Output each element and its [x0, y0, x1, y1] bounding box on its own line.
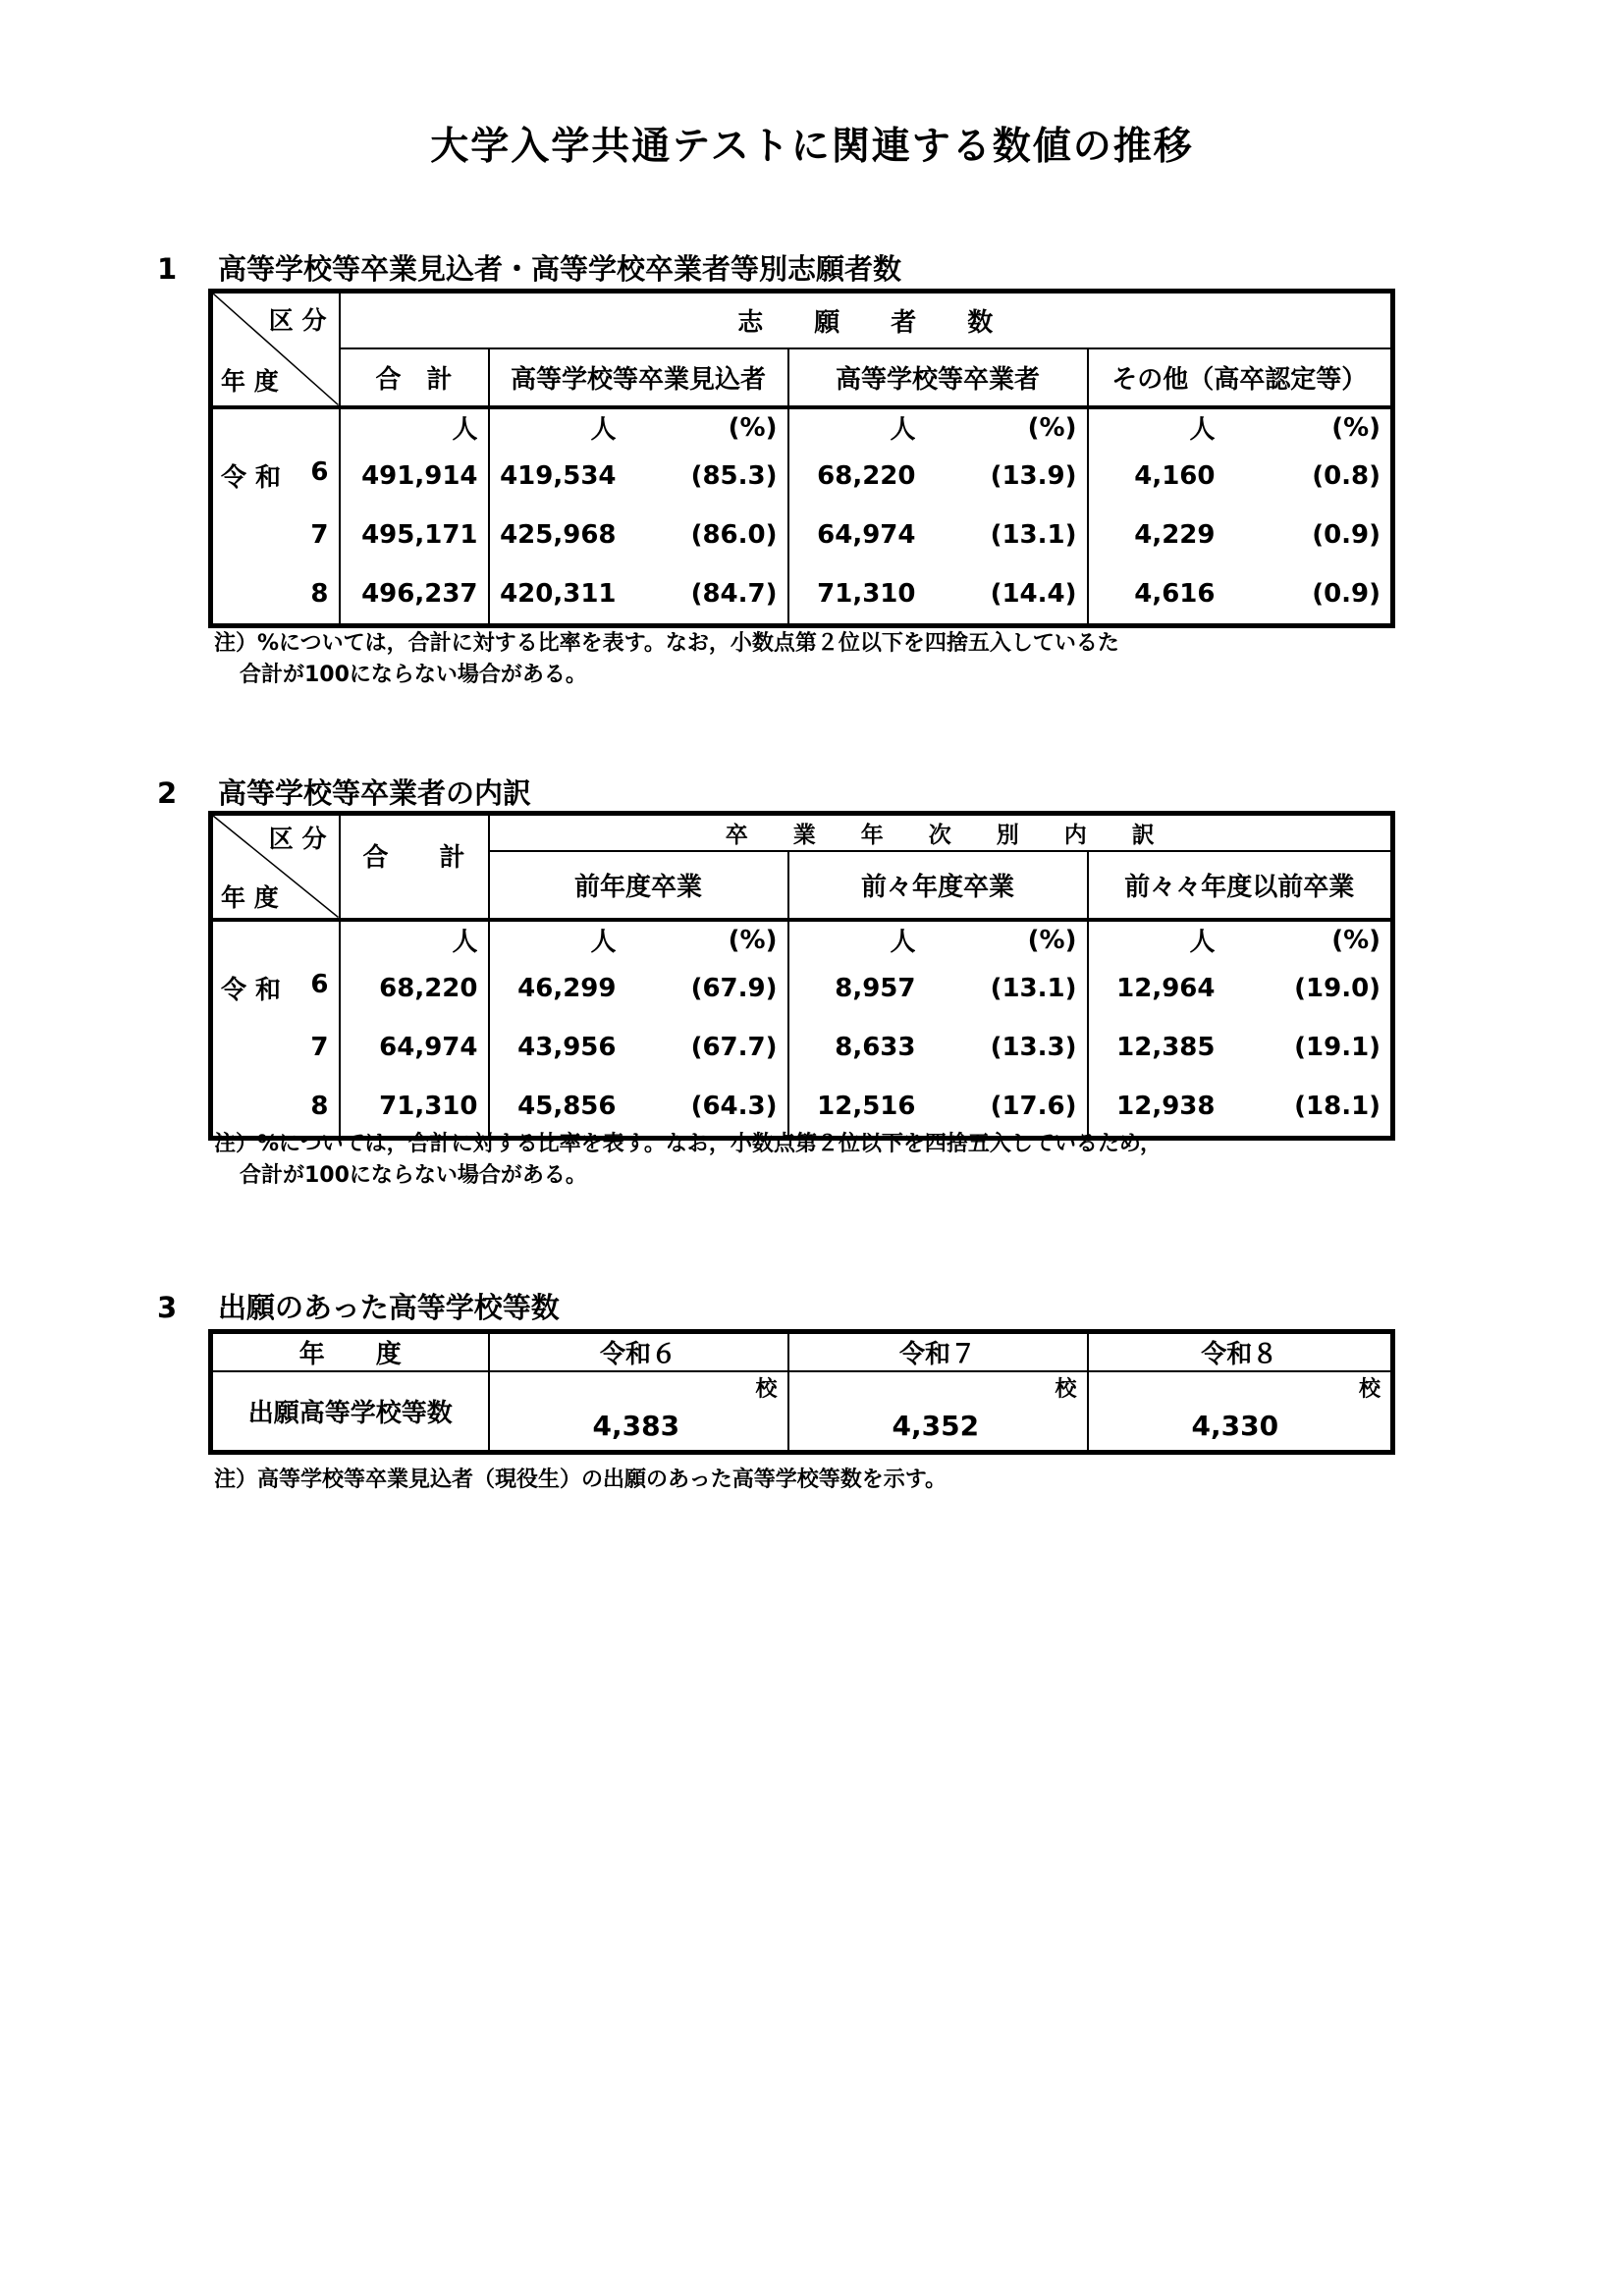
corner-kubun-label: 区 分	[268, 825, 327, 853]
section-1-heading	[157, 247, 901, 288]
corner-header	[211, 814, 340, 920]
total-cell: 495,171	[340, 506, 489, 564]
row-label: 出願高等学校等数	[211, 1371, 489, 1452]
year-label: 6	[310, 457, 329, 487]
unit-pct: (%)	[1225, 920, 1393, 959]
unit-pct: (%)	[626, 920, 788, 959]
value-cell: 4,160	[1134, 460, 1216, 491]
corner-nendo-label: 年 度	[221, 366, 279, 396]
value-cell: 46,299	[517, 973, 617, 1003]
year-col-header: 令和６	[489, 1332, 788, 1372]
section-1-title: 高等学校等卒業見込者・高等学校卒業者等別志願者数	[218, 252, 902, 286]
unit-row-year	[211, 407, 340, 447]
year-col-header: 令和８	[1088, 1332, 1393, 1372]
corner-kubun-label: 区 分	[268, 306, 327, 335]
applicants-table	[208, 289, 1395, 628]
value-cell: 43,956	[517, 1032, 617, 1062]
col-header-other: その他（高卒認定等）	[1088, 348, 1393, 407]
year-label: 7	[310, 519, 329, 550]
total-cell: 64,974	[340, 1018, 489, 1077]
pct-cell: (13.9)	[926, 447, 1088, 506]
pct-cell: (67.9)	[626, 959, 788, 1018]
col-header-prev-year: 前年度卒業	[489, 851, 788, 920]
unit-school: 校	[489, 1371, 788, 1403]
unit-person: 人	[590, 415, 617, 445]
pct-cell: (0.9)	[1225, 506, 1393, 564]
value-cell: 425,968	[500, 519, 617, 550]
unit-person: 人	[340, 407, 489, 447]
pct-cell: (19.1)	[1225, 1018, 1393, 1077]
note-line: 合計が100にならない場合がある。	[240, 663, 587, 687]
table-row	[211, 447, 1393, 506]
value-cell: 420,311	[489, 564, 626, 626]
note-line: 注）%については，合計に対する比率を表す。なお，小数点第２位以下を四捨五入しているた	[214, 631, 1119, 656]
value-cell: 71,310	[788, 564, 926, 626]
pct-cell: (13.3)	[926, 1018, 1088, 1077]
value-cell: 68,220	[817, 460, 916, 491]
group-header: 卒 業 年 次 別 内 訳	[489, 814, 1393, 851]
unit-pct: (%)	[626, 407, 788, 447]
unit-pct: (%)	[926, 920, 1088, 959]
total-cell: 71,310	[340, 1077, 489, 1139]
value-cell: 45,856	[489, 1077, 626, 1139]
corner-header	[211, 292, 340, 407]
value-cell: 64,974	[817, 519, 916, 550]
col-header-prospective: 高等学校等卒業見込者	[489, 348, 788, 407]
unit-person: 人	[890, 415, 916, 445]
total-cell: 68,220	[340, 959, 489, 1018]
section-2-number: 2	[157, 776, 178, 810]
pct-cell: (18.1)	[1225, 1077, 1393, 1139]
unit-row-year	[211, 920, 340, 959]
unit-person: 人	[340, 920, 489, 959]
value-cell: 8,633	[835, 1032, 916, 1062]
table-row	[211, 506, 1393, 564]
section-3-number: 3	[157, 1291, 178, 1324]
unit-person: 人	[890, 928, 916, 957]
school-count-cell: 4,383	[489, 1403, 788, 1452]
year-label: 8	[310, 578, 329, 609]
col-header-three-plus-years: 前々々年度以前卒業	[1088, 851, 1393, 920]
pct-cell: (86.0)	[626, 506, 788, 564]
year-label: 8	[310, 1091, 329, 1121]
pct-cell: (14.4)	[926, 564, 1088, 626]
pct-cell: (64.3)	[626, 1077, 788, 1139]
pct-cell: (13.1)	[926, 959, 1088, 1018]
year-label: 7	[310, 1032, 329, 1062]
pct-cell: (67.7)	[626, 1018, 788, 1077]
total-cell: 491,914	[340, 447, 489, 506]
page-title: 大学入学共通テストに関連する数値の推移	[430, 125, 1194, 169]
pct-cell: (85.3)	[626, 447, 788, 506]
value-cell: 12,938	[1088, 1077, 1225, 1139]
pct-cell: (0.9)	[1225, 564, 1393, 626]
value-cell: 4,229	[1134, 519, 1216, 550]
unit-school: 校	[1088, 1371, 1393, 1403]
unit-person: 人	[590, 928, 617, 957]
unit-school: 校	[788, 1371, 1088, 1403]
graduates-breakdown-table	[208, 811, 1395, 1141]
table-row	[211, 959, 1393, 1018]
section-2-heading	[157, 772, 531, 812]
section-2-title: 高等学校等卒業者の内訳	[218, 776, 532, 810]
year-col-header: 令和７	[788, 1332, 1088, 1372]
col-header-total: 合 計	[340, 348, 489, 407]
year-label: 6	[310, 970, 329, 999]
note-line: 注）%については，合計に対する比率を表す。なお，小数点第２位以下を四捨五入しているため，	[214, 1132, 1162, 1156]
corner-nendo-label: 年 度	[221, 882, 279, 912]
school-count-cell: 4,352	[788, 1403, 1088, 1452]
unit-pct: (%)	[926, 407, 1088, 447]
section-3-note: 注）高等学校等卒業見込者（現役生）の出願のあった高等学校等数を示す。	[214, 1468, 947, 1492]
schools-table	[208, 1329, 1395, 1455]
pct-cell: (84.7)	[626, 564, 788, 626]
school-count-cell: 4,330	[1088, 1403, 1393, 1452]
value-cell: 419,534	[500, 460, 617, 491]
section-1-note	[214, 628, 1119, 691]
era-label: 令 和	[221, 463, 282, 493]
value-cell: 12,964	[1116, 973, 1216, 1003]
unit-person: 人	[1189, 928, 1216, 957]
pct-cell: (19.0)	[1225, 959, 1393, 1018]
value-cell: 12,385	[1116, 1032, 1216, 1062]
col-header-graduates: 高等学校等卒業者	[788, 348, 1088, 407]
unit-person: 人	[1189, 415, 1216, 445]
col-header-total: 合 計	[340, 814, 489, 920]
era-label: 令 和	[221, 976, 282, 1005]
pct-cell: (13.1)	[926, 506, 1088, 564]
note-line: 合計が100にならない場合がある。	[240, 1163, 587, 1188]
value-cell: 4,616	[1088, 564, 1225, 626]
group-header: 志 願 者 数	[340, 292, 1393, 348]
year-header: 年 度	[211, 1332, 489, 1372]
section-3-title: 出願のあった高等学校等数	[218, 1291, 560, 1324]
table-row	[211, 1018, 1393, 1077]
total-cell: 496,237	[340, 564, 489, 626]
value-cell: 8,957	[835, 973, 916, 1003]
section-1-number: 1	[157, 252, 178, 286]
pct-cell: (0.8)	[1225, 447, 1393, 506]
table-row	[211, 564, 1393, 626]
section-3-heading	[157, 1286, 560, 1326]
unit-pct: (%)	[1225, 407, 1393, 447]
section-2-note	[214, 1129, 1162, 1192]
value-cell: 12,516	[788, 1077, 926, 1139]
pct-cell: (17.6)	[926, 1077, 1088, 1139]
col-header-two-years: 前々年度卒業	[788, 851, 1088, 920]
